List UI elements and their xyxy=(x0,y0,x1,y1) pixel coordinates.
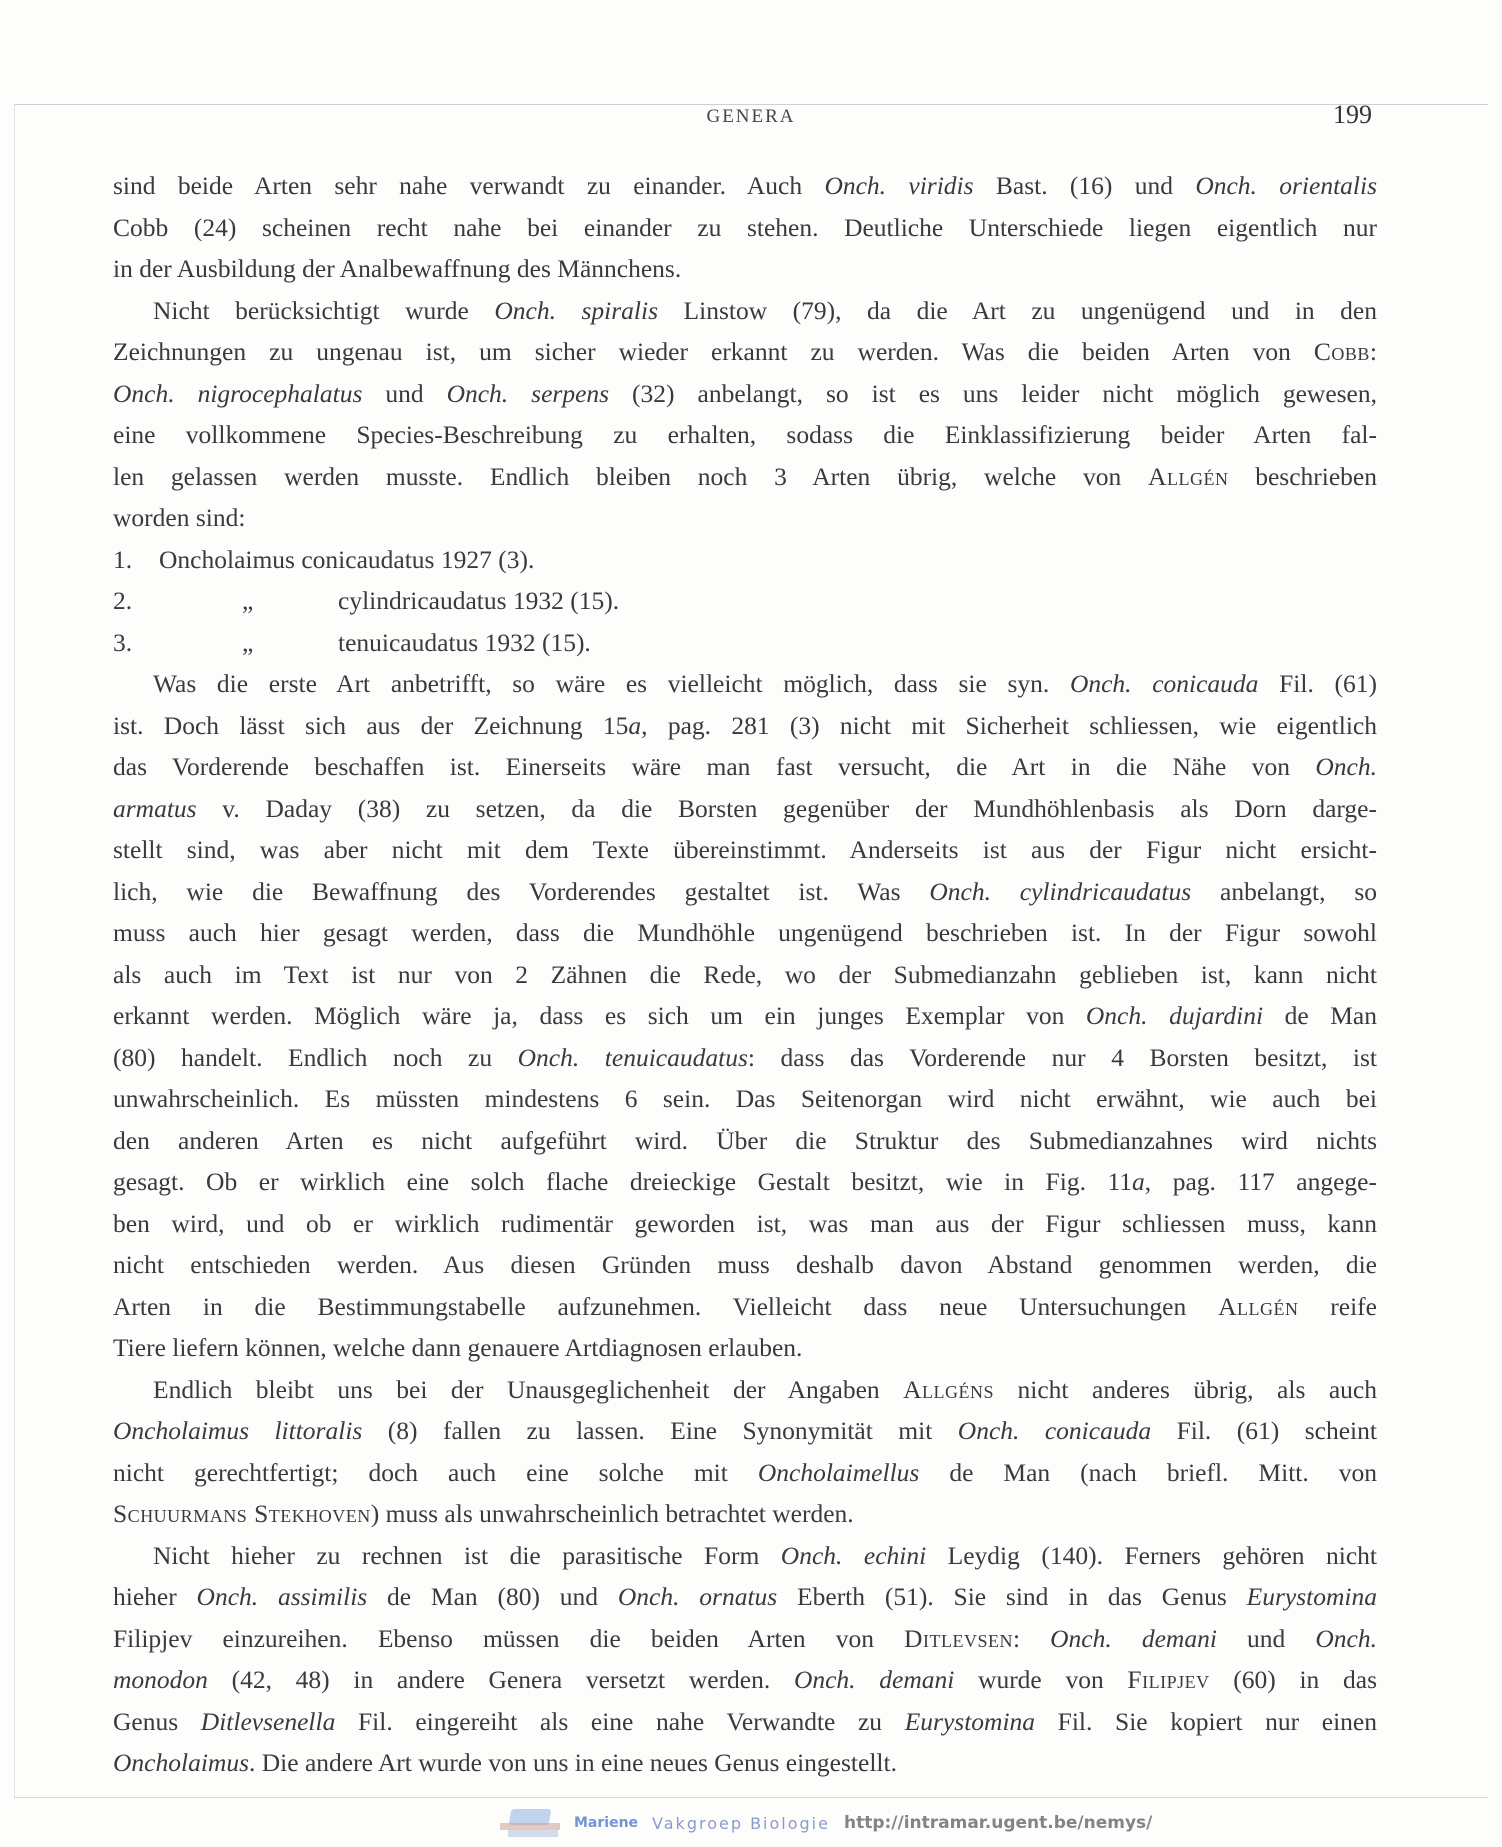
species-name: cylindricaudatus 1932 (15). xyxy=(338,586,620,615)
text-line xyxy=(113,290,1377,332)
text-run: erkannt werden. Möglich wäre ja, dass es sich um ein junges Exemplar von xyxy=(113,1001,1086,1030)
text-run: Fil. (61) xyxy=(1258,669,1377,698)
italic-run: Onch. xyxy=(1315,1623,1377,1653)
text-line xyxy=(113,248,1377,290)
text-run: unwahrscheinlich. Es müssten mindestens 6 sein. Das Seitenorgan wird nicht erwähnt, wie auch bei xyxy=(113,1084,1377,1113)
text-run: de Man (nach briefl. Mitt. von xyxy=(919,1457,1377,1487)
text-line xyxy=(113,1037,1377,1079)
scan-border-top xyxy=(14,104,1488,105)
italic-run: Onch. conicauda xyxy=(957,1416,1152,1445)
text-line xyxy=(113,1576,1377,1618)
list-number: 1. xyxy=(113,544,133,574)
text-run: ) muss als unwahrscheinlich betrachtet werden. xyxy=(370,1499,854,1528)
text-run: beschrieben xyxy=(1228,461,1377,491)
italic-run: Onch. xyxy=(1315,752,1377,781)
text-run: (8) fallen zu lassen. Eine Synonymität mit xyxy=(362,1416,958,1445)
text-run: de Man (80) und xyxy=(367,1582,618,1611)
watermark-logo-text: Mariene xyxy=(574,1815,639,1831)
text-run: nicht gerechtfertigt; doch auch eine solche mit xyxy=(113,1457,758,1487)
text-line xyxy=(113,373,1377,415)
text-run: , pag. 117 angege- xyxy=(1144,1167,1377,1196)
text-line xyxy=(113,1701,1377,1743)
text-run: lich, wie die Bewaffnung des Vorderendes gestaltet ist. Was xyxy=(113,876,930,906)
italic-run: Onch. demani xyxy=(1050,1623,1217,1653)
watermark-logo-shape xyxy=(509,1809,552,1825)
text-run: Was die erste Art anbetrifft, so wäre es vielleicht möglich, dass sie syn. xyxy=(153,669,1070,698)
running-head: GENERA xyxy=(706,106,796,127)
text-line xyxy=(113,954,1377,996)
text-run: Linstow (79), da die Art zu ungenügend und in den xyxy=(658,295,1377,325)
ditto-mark: „ xyxy=(242,627,254,657)
text-line xyxy=(113,788,1377,830)
text-run: Nicht hieher zu rechnen ist die parasitische Form xyxy=(153,1540,781,1570)
watermark-logo-shape xyxy=(508,1830,558,1837)
italic-run: Onch. dujardini xyxy=(1085,1001,1264,1030)
italic-run: Onch. ornatus xyxy=(617,1582,778,1611)
text-run: Leydig (140). Ferners gehören nicht xyxy=(926,1540,1377,1570)
text-line xyxy=(113,995,1377,1037)
text-run: Genus xyxy=(113,1706,201,1736)
text-run: Tiere liefern können, welche dann genauere Artdiagnosen erlauben. xyxy=(113,1333,803,1362)
italic-run: Oncholaimellus xyxy=(757,1457,920,1487)
text-run: in der Ausbildung der Analbewaffnung des Männchens. xyxy=(113,254,682,283)
author-name: Cobb xyxy=(1313,337,1370,366)
text-run: len gelassen werden musste. Endlich bleiben noch 3 Arten übrig, welche von xyxy=(113,461,1149,491)
text-run: und xyxy=(362,378,447,408)
italic-run: Onch. serpens xyxy=(446,378,610,408)
author-name: Filipjev xyxy=(1127,1665,1210,1694)
italic-run: Oncholaimus xyxy=(113,1748,249,1777)
text-line xyxy=(113,456,1377,498)
text-run: , pag. 281 (3) nicht mit Sicherheit schliessen, wie eigentlich xyxy=(641,710,1377,740)
text-line xyxy=(113,1203,1377,1245)
scan-border-left xyxy=(14,104,15,1797)
italic-run: Ditlevsenella xyxy=(200,1706,336,1736)
text-run: Arten in die Bestimmungstabelle aufzunehmen. Vielleicht dass neue Untersuchungen xyxy=(113,1291,1219,1321)
text-line xyxy=(113,331,1377,373)
text-run: : dass das Vorderende nur 4 Borsten besitzt, ist xyxy=(747,1042,1377,1072)
text-run: (60) in das xyxy=(1209,1665,1377,1694)
italic-run: Onch. conicauda xyxy=(1069,669,1259,698)
text-line xyxy=(113,829,1377,871)
text-run: reife xyxy=(1298,1291,1377,1321)
text-line xyxy=(113,1327,1377,1369)
text-line xyxy=(113,207,1377,249)
species-name: Oncholaimus conicaudatus 1927 (3). xyxy=(159,544,535,574)
text-line xyxy=(113,705,1377,747)
italic-run: Eurystomina xyxy=(1246,1582,1377,1611)
text-run: muss auch hier gesagt werden, dass die Mundhöhle ungenügend beschrieben ist. In der Figur sowohl xyxy=(113,918,1377,947)
text-run: sind beide Arten sehr nahe verwandt zu einander. Auch xyxy=(113,171,825,200)
text-line xyxy=(113,746,1377,788)
italic-run: Onch. assimilis xyxy=(196,1582,368,1611)
text-line xyxy=(113,1493,1377,1535)
text-line xyxy=(113,912,1377,954)
text-line xyxy=(113,1244,1377,1286)
text-run: den anderen Arten es nicht aufgeführt wird. Über die Struktur des Submedianzahnes wird nichts xyxy=(113,1125,1377,1155)
text-run: v. Daday (38) zu setzen, da die Borsten gegenüber der Mundhöhlenbasis als Dorn darge- xyxy=(196,793,1377,823)
body-text xyxy=(113,165,1377,1784)
text-run: Endlich bleibt uns bei der Unausgeglichenheit der Angaben xyxy=(153,1374,904,1404)
italic-run: Onch. orientalis xyxy=(1195,171,1377,200)
text-run: de Man xyxy=(1263,1001,1377,1030)
text-line xyxy=(113,165,1377,207)
author-name: Ditlevsen xyxy=(904,1623,1013,1653)
text-run: Fil. eingereiht als eine nahe Verwandte zu xyxy=(335,1706,905,1736)
italic-run: Eurystomina xyxy=(904,1706,1036,1736)
text-run: Fil. (61) scheint xyxy=(1151,1416,1377,1445)
text-run: ben wird, und ob er wirklich rudimentär geworden ist, was man aus der Figur schliessen muss, kann xyxy=(113,1208,1377,1238)
text-line xyxy=(113,1161,1377,1203)
text-run: Eberth (51). Sie sind in das Genus xyxy=(777,1582,1247,1611)
list-item xyxy=(113,539,1377,581)
italic-run: Onch. viridis xyxy=(824,171,974,200)
text-run: : xyxy=(1369,337,1377,366)
text-line xyxy=(113,414,1377,456)
text-run: und xyxy=(1216,1623,1316,1653)
text-line xyxy=(113,1452,1377,1494)
text-run: worden sind: xyxy=(113,503,246,532)
list-item xyxy=(113,622,1377,664)
text-line xyxy=(113,663,1377,705)
italic-run: Oncholaimus littoralis xyxy=(113,1416,363,1445)
italic-run: armatus xyxy=(113,793,197,823)
italic-run: Onch. nigrocephalatus xyxy=(113,378,363,408)
text-line xyxy=(113,1659,1377,1701)
text-run: gesagt. Ob er wirklich eine solch flache dreieckige Gestalt besitzt, wie in Fig. 11 xyxy=(113,1167,1133,1196)
watermark-logo xyxy=(500,1809,560,1837)
text-line xyxy=(113,1618,1377,1660)
italic-run: Onch. spiralis xyxy=(494,295,659,325)
scan-border-bottom xyxy=(14,1797,1488,1798)
text-run: Cobb (24) scheinen recht nahe bei einander zu stehen. Deutliche Unterschiede liegen eigentlich nur xyxy=(113,212,1377,242)
text-run: : xyxy=(1012,1623,1051,1653)
italic-run: Onch. echini xyxy=(780,1540,927,1570)
author-name: Allgén xyxy=(1218,1291,1299,1321)
text-run: eine vollkommene Species-Beschreibung zu erhalten, sodass die Einklassifizierung beider Arten fal- xyxy=(113,420,1377,449)
italic-run: Onch. cylindricaudatus xyxy=(929,876,1192,906)
text-line xyxy=(113,1410,1377,1452)
author-name: Allgéns xyxy=(903,1374,995,1404)
list-item xyxy=(113,580,1377,622)
text-run: Zeichnungen zu ungenau ist, um sicher wieder erkannt zu werden. Was die beiden Arten von xyxy=(113,337,1314,366)
list-number: 2. xyxy=(113,586,133,615)
text-run: das Vorderende beschaffen ist. Einerseits wäre man fast versucht, die Art in die Nähe von xyxy=(113,752,1316,781)
watermark-logo-shape xyxy=(500,1823,560,1830)
italic-run: monodon xyxy=(113,1665,208,1694)
species-name: tenuicaudatus 1932 (15). xyxy=(338,627,591,657)
text-run: als auch im Text ist nur von 2 Zähnen die Rede, wo der Submedianzahn geblieben ist, kann nicht xyxy=(113,959,1377,989)
text-run: Nicht berücksichtigt wurde xyxy=(153,295,495,325)
text-run: (80) handelt. Endlich noch zu xyxy=(113,1042,518,1072)
watermark xyxy=(500,1806,1152,1840)
text-run: (42, 48) in andere Genera versetzt werden. xyxy=(207,1665,794,1694)
author-name: Schuurmans Stekhoven xyxy=(113,1499,371,1528)
text-run: Filipjev einzureihen. Ebenso müssen die beiden Arten von xyxy=(113,1623,905,1653)
text-line xyxy=(113,871,1377,913)
text-run: stellt sind, was aber nicht mit dem Texte übereinstimmt. Anderseits ist aus der Figur nicht ersicht- xyxy=(113,835,1377,864)
text-line xyxy=(113,1286,1377,1328)
text-run: Bast. (16) und xyxy=(973,171,1196,200)
text-run: ist. Doch lässt sich aus der Zeichnung 15 xyxy=(113,710,629,740)
list-number: 3. xyxy=(113,627,133,657)
text-run: nicht anderes übrig, als auch xyxy=(994,1374,1377,1404)
text-line xyxy=(113,1120,1377,1162)
text-line xyxy=(113,1078,1377,1120)
author-name: Allgén xyxy=(1148,461,1229,491)
text-line xyxy=(113,1535,1377,1577)
italic-run: a xyxy=(628,710,642,740)
text-line xyxy=(113,1742,1377,1784)
text-run: . Die andere Art wurde von uns in eine neues Genus eingestellt. xyxy=(249,1748,897,1777)
text-run: Fil. Sie kopiert nur einen xyxy=(1035,1706,1377,1736)
italic-run: a xyxy=(1132,1167,1145,1196)
text-run: (32) anbelangt, so ist es uns leider nicht möglich gewesen, xyxy=(609,378,1377,408)
text-run: anbelangt, so xyxy=(1191,876,1377,906)
text-line xyxy=(113,497,1377,539)
italic-run: Onch. demani xyxy=(793,1665,955,1694)
text-run: nicht entschieden werden. Aus diesen Gründen muss deshalb davon Abstand genommen werden, die xyxy=(113,1250,1377,1279)
text-run: wurde von xyxy=(954,1665,1128,1694)
italic-run: Onch. tenuicaudatus xyxy=(517,1042,748,1072)
text-run: hieher xyxy=(113,1582,197,1611)
page-number: 199 xyxy=(1333,100,1372,129)
watermark-url: http://intramar.ugent.be/nemys/ xyxy=(843,1813,1153,1833)
watermark-logo-text: Vakgroep Biologie xyxy=(652,1813,830,1833)
ditto-mark: „ xyxy=(242,586,254,615)
text-line xyxy=(113,1369,1377,1411)
